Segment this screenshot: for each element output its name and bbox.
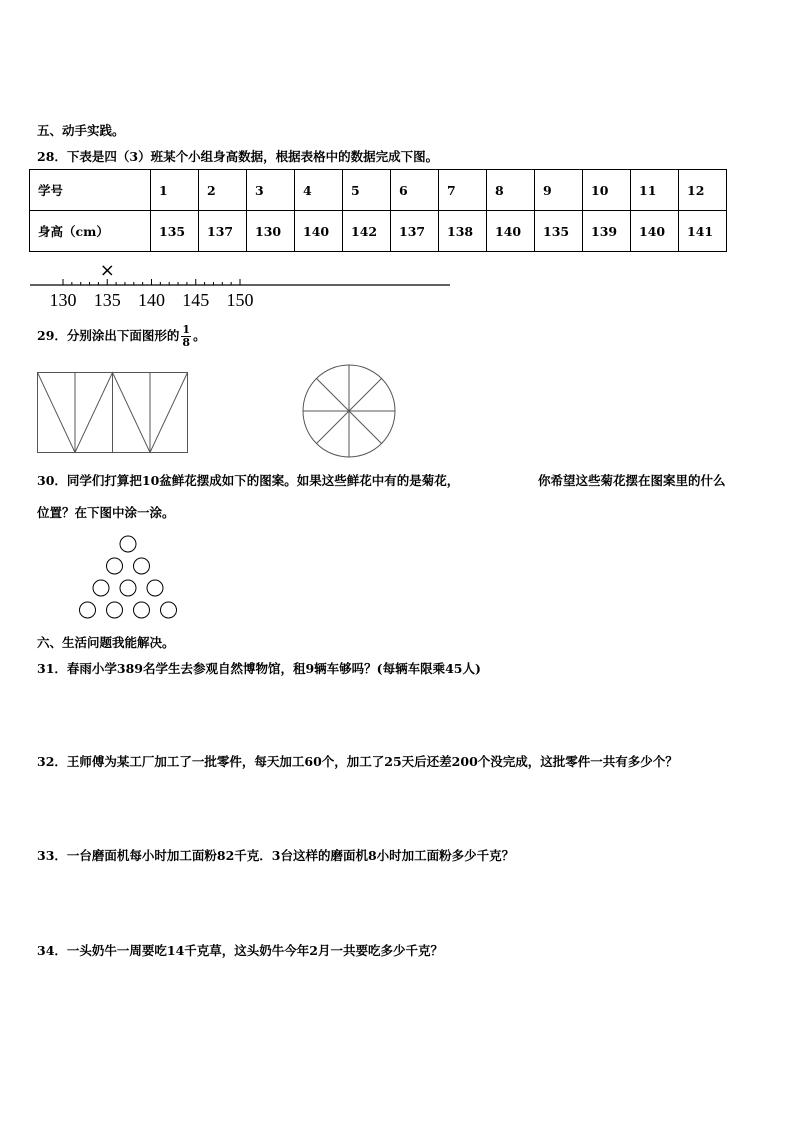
height-cell: 139 [583,211,631,252]
flower-circle[interactable] [134,602,150,618]
q29-suffix: 。 [193,328,206,343]
row-label-height: 身高（cm） [30,211,151,252]
one-eighth-fraction [181,324,191,349]
tick-label: 145 [182,290,210,310]
height-cell: 140 [487,211,535,252]
id-cell: 7 [439,170,487,211]
tick-label: 135 [93,290,121,310]
height-cell: 137 [199,211,247,252]
tick-label: 130 [49,290,77,310]
flower-triangle-pattern [35,534,235,619]
id-cell: 11 [631,170,679,211]
id-cell: 10 [583,170,631,211]
height-cell: 141 [679,211,727,252]
flower-circle[interactable] [147,580,163,596]
flower-circle[interactable] [107,602,123,618]
q32-text: 32．王师傅为某工厂加工了一批零件，每天加工60个，加工了25天后还差200个没完成，这批零件一共有多少个？ [37,754,678,769]
q29-prefix: 29．分别涂出下面图形的 [37,328,180,343]
heights-table [29,169,727,252]
id-cell: 8 [487,170,535,211]
height-cell: 137 [391,211,439,252]
q33-text: 33．一台磨面机每小时加工面粉82千克．3台这样的磨面机8小时加工面粉多少千克？ [37,848,515,863]
height-mark-cross: × [99,260,115,281]
flower-circle[interactable] [134,558,150,574]
id-cell: 1 [151,170,199,211]
q30-line1b: 你希望这些菊花摆在图案里的什么 [538,473,726,488]
q28-text: 28．下表是四（3）班某个小组身高数据，根据表格中的数据完成下图。 [37,149,439,164]
flower-circle[interactable] [80,602,96,618]
flower-circle[interactable] [107,558,123,574]
fraction-numerator: 1 [182,323,191,336]
height-cell: 135 [535,211,583,252]
row-label-id: 学号 [30,170,151,211]
id-cell: 6 [391,170,439,211]
id-cell: 2 [199,170,247,211]
flower-circle[interactable] [120,536,136,552]
circle-figure [301,363,397,459]
rectangle-figure [37,372,189,454]
fraction-denominator: 8 [182,336,191,349]
flower-circle[interactable] [93,580,109,596]
id-cell: 9 [535,170,583,211]
height-cell: 140 [631,211,679,252]
id-cell: 12 [679,170,727,211]
table-row-id [30,170,727,211]
id-cell: 5 [343,170,391,211]
section5-title: 五、动手实践。 [37,123,125,138]
q29-text [37,324,206,349]
number-line [30,258,460,308]
height-cell: 138 [439,211,487,252]
flower-circle[interactable] [120,580,136,596]
height-cell: 135 [151,211,199,252]
q34-text: 34．一头奶牛一周要吃14千克草，这头奶牛今年2月一共要吃多少千克？ [37,943,443,958]
height-cell: 140 [295,211,343,252]
id-cell: 4 [295,170,343,211]
height-cell: 142 [343,211,391,252]
id-cell: 3 [247,170,295,211]
q30-line2: 位置？在下图中涂一涂。 [37,505,175,520]
flower-circle[interactable] [161,602,177,618]
q31-text: 31．春雨小学389名学生去参观自然博物馆，租9辆车够吗？(每辆车限乘45人) [37,661,481,676]
table-row-height [30,211,727,252]
section6-title: 六、生活问题我能解决。 [37,635,175,650]
tick-label: 150 [226,290,254,310]
tick-label: 140 [138,290,165,310]
height-cell: 130 [247,211,295,252]
q30-line1a: 30．同学们打算把10盆鲜花摆成如下的图案。如果这些鲜花中有的是菊花， [37,473,460,488]
